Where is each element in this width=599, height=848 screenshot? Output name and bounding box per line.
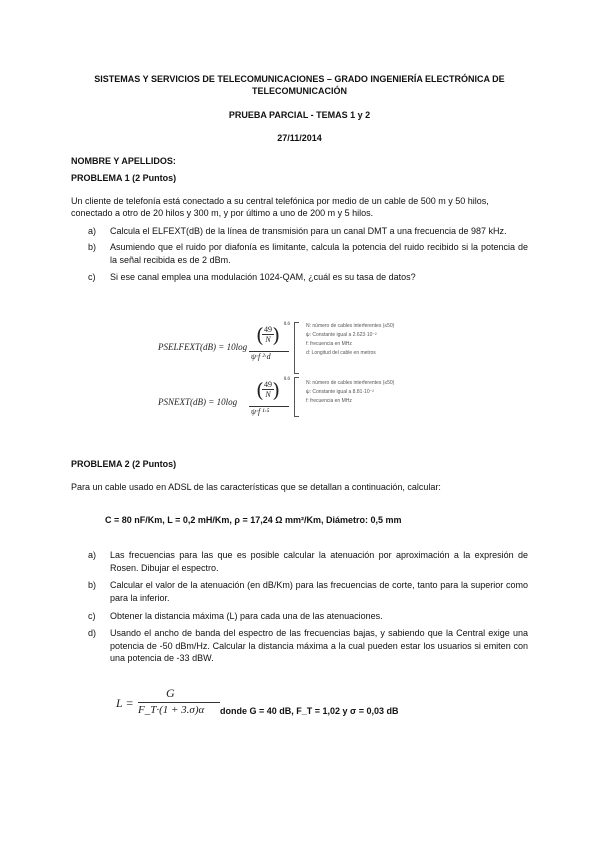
cable-parameters: C = 80 nF/Km, L = 0,2 mH/Km, ρ = 17,24 Ω mm²/Km, Diámetro: 0,5 mm [105, 515, 402, 525]
formula-psefext-lhs: PSELFEXT(dB) = 10log [158, 342, 248, 352]
fext-denominator: ψ·f ²·d [251, 352, 271, 361]
item-label: c) [88, 272, 96, 282]
item-text: Si ese canal emplea una modulación 1024-QAM, ¿cuál es su tasa de datos? [110, 272, 416, 282]
item-label: d) [88, 628, 97, 638]
next-legend-line: f: frecuencia en MHz [306, 398, 352, 404]
item-text: Usando el ancho de banda del espectro de las frecuencias bajas, y sabiendo que la Central exige una potencia de -50 dBm/Hz. Calcular la distancia máxima a la cual pueden estar los usuarios si emiten con una potencia de -33 dBW. [110, 628, 528, 663]
item-text: Obtener la distancia máxima (L) para cada una de las atenuaciones. [110, 611, 383, 621]
problem2-item-d [71, 627, 531, 667]
exam-date: 27/11/2014 [277, 133, 322, 143]
formula-psnext-lhs: PSNEXT(dB) = 10log [158, 397, 238, 407]
formula-distance-denominator: F_T·(1 + 3.σ)α [138, 704, 205, 716]
problem2-item-b [71, 579, 531, 605]
next-legend-line: N: número de cables interferentes (≤50) [306, 380, 395, 386]
next-legend-line: ψ: Constante igual a 8.81·10⁻² [306, 389, 374, 395]
course-title-line2: TELECOMUNICACIÓN [252, 86, 347, 96]
formula-psefext: PSELFEXT(dB) = 10log ( 49 N ) 0.6 ψ·f ²·d N: número de cables interferentes (≤50) ψ: Constante igual a 2.623·10⁻² f: frecuencia en MHz d: Longitud del cable en metros [158, 322, 458, 378]
next-denominator: ψ·f ¹·⁵ [251, 407, 270, 416]
next-legend-brace [294, 377, 299, 417]
problem1-statement-line1: Un cliente de telefonía está conectado a su central telefónica por medio de un cable de 500 m y 50 hilos, [71, 196, 489, 206]
next-num-top: 49 [264, 380, 272, 389]
next-num-bottom: N [265, 390, 271, 399]
fext-legend-line: f: frecuencia en MHz [306, 341, 352, 347]
fext-exponent: 0.6 [283, 322, 290, 327]
fext-legend [306, 322, 394, 358]
problem1-item-c [71, 271, 531, 284]
problem2-title: PROBLEMA 2 (2 Puntos) [71, 459, 177, 469]
fext-legend-line: d: Longitud del cable en metros [306, 350, 376, 356]
item-label: a) [88, 226, 97, 236]
formula-distance [116, 686, 226, 726]
item-label: c) [88, 611, 96, 621]
fext-num-top: 49 [264, 325, 272, 334]
problem2-statement: Para un cable usado en ADSL de las características que se detallan a continuación, calcular: [71, 482, 441, 492]
formula-distance-numerator: G [166, 686, 175, 700]
problem1-title: PROBLEMA 1 (2 Puntos) [71, 173, 177, 183]
item-text: Calcula el ELFEXT(dB) de la línea de transmisión para un canal DMT a una frecuencia de 987 kHz. [110, 226, 507, 236]
course-title-line1: SISTEMAS Y SERVICIOS DE TELECOMUNICACIONES – GRADO INGENIERÍA ELECTRÓNICA DE [94, 74, 505, 84]
problem1-statement-line2: conectado a otro de 20 hilos y 300 m, y por último a uno de 200 m y 5 hilos. [71, 208, 374, 218]
item-label: b) [88, 580, 97, 590]
item-text: Las frecuencias para las que es posible calcular la atenuación por aproximación a la expresión de Rosen. Dibujar el espectro. [110, 550, 528, 573]
problem2-item-a [71, 549, 531, 575]
next-exponent: 0.6 [283, 377, 290, 382]
fext-legend-line: ψ: Constante igual a 2.623·10⁻² [306, 332, 377, 338]
formula-note: donde G = 40 dB, F_T = 1,02 y σ = 0,03 dB [220, 706, 399, 716]
fext-num-bottom: N [265, 335, 271, 344]
item-text: Asumiendo que el ruido por diafonía es limitante, calcula la potencia del ruido recibido si la potencia de la señal recibida es de 2 dBm. [110, 242, 528, 265]
exam-title: PRUEBA PARCIAL - TEMAS 1 y 2 [228, 110, 371, 120]
name-field-label: NOMBRE Y APELLIDOS: [71, 156, 176, 166]
formula-psnext: PSNEXT(dB) = 10log ( 49 N ) 0.6 ψ·f ¹·⁵ N: número de cables interferentes (≤50) ψ: Constante igual a 8.81·10⁻² f: frecuencia en MHz [158, 377, 395, 416]
next-legend [306, 379, 394, 406]
fext-legend-brace [294, 322, 299, 374]
problem2-item-c [71, 610, 531, 623]
fext-legend-line: N: número de cables interferentes (≤50) [306, 323, 395, 329]
item-label: a) [88, 550, 97, 560]
item-text: Calcular el valor de la atenuación (en dB/Km) para las frecuencias de corte, tanto para la superior como para la inferior. [110, 580, 528, 603]
item-label: b) [88, 242, 97, 252]
problem1-item-a [71, 225, 531, 238]
problem1-item-b [71, 241, 531, 267]
formula-distance-lhs: L = [116, 696, 134, 710]
fraction-bar [138, 702, 220, 703]
